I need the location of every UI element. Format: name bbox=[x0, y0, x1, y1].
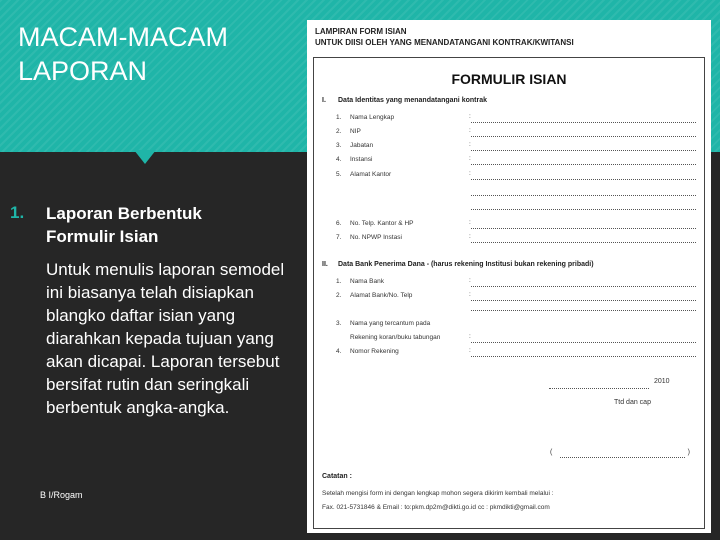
form-row-label: Nomor Rekening bbox=[350, 348, 399, 355]
form-row-colon: : bbox=[469, 277, 471, 284]
form-row-colon: : bbox=[469, 155, 471, 162]
form-header-line2: UNTUK DIISI OLEH YANG MENANDATANGANI KONTRAK/KWITANSI bbox=[315, 38, 574, 47]
form-image bbox=[307, 20, 711, 533]
form-title: FORMULIR ISIAN bbox=[451, 71, 567, 87]
form-date-year: 2010 bbox=[654, 378, 670, 385]
form-row-colon: : bbox=[469, 291, 471, 298]
form-row-label: No. Telp. Kantor & HP bbox=[350, 220, 414, 227]
form-notes-line1: Setelah mengisi form ini dengan lengkap mohon segera dikirim kembali melalui : bbox=[322, 490, 554, 497]
form-row-num: 6. bbox=[336, 220, 342, 227]
form-row-dots bbox=[471, 310, 696, 311]
form-section1-num: I. bbox=[322, 97, 326, 104]
form-frame bbox=[313, 57, 705, 529]
form-row-label: Instansi bbox=[350, 156, 373, 163]
form-row bbox=[336, 127, 696, 137]
form-row-num: 2. bbox=[336, 292, 342, 299]
form-row bbox=[336, 219, 696, 229]
slide-title-line1: MACAM-MACAM bbox=[18, 22, 228, 52]
form-row-num: 4. bbox=[336, 348, 342, 355]
form-section2-heading bbox=[322, 261, 594, 268]
form-row bbox=[336, 291, 696, 301]
form-row-dots bbox=[471, 170, 696, 180]
header-notch bbox=[134, 150, 156, 164]
form-row bbox=[336, 277, 696, 287]
form-signature-open: ( bbox=[550, 449, 553, 456]
form-row-label: No. NPWP Instasi bbox=[350, 234, 402, 241]
form-row-label: Nama Bank bbox=[350, 278, 384, 285]
form-section2-title: Data Bank Penerima Dana - (harus rekening Institusi bukan rekening pribadi) bbox=[338, 261, 594, 268]
form-row bbox=[336, 233, 696, 243]
form-row-label: Rekening koran/buku tabungan bbox=[350, 334, 441, 341]
form-row-dots bbox=[471, 347, 696, 357]
form-row bbox=[336, 319, 696, 329]
form-row-dots bbox=[471, 333, 696, 343]
form-row bbox=[336, 141, 696, 151]
form-header bbox=[315, 26, 574, 48]
form-row-dots bbox=[471, 219, 696, 229]
form-row-num: 4. bbox=[336, 156, 342, 163]
body-paragraph: Untuk menulis laporan semodel ini biasanya telah disiapkan blangko daftar isian yang diarahkan kepada tujuan yang akan dicapai. Laporan tersebut bersifat rutin dan seringkali berbentuk angka-angka. bbox=[46, 260, 285, 417]
form-row-num: 5. bbox=[336, 171, 342, 178]
form-row-dots bbox=[471, 141, 696, 151]
form-signature-line bbox=[550, 449, 690, 457]
form-header-line1: LAMPIRAN FORM ISIAN bbox=[315, 27, 407, 36]
form-row-num: 1. bbox=[336, 278, 342, 285]
form-row-colon: : bbox=[469, 170, 471, 177]
form-section2-num: II. bbox=[322, 261, 328, 268]
form-row-dots bbox=[471, 291, 696, 301]
slide-title-line2: LAPORAN bbox=[18, 56, 148, 86]
form-signature-label: Ttd dan cap bbox=[614, 399, 651, 406]
slide-title bbox=[18, 20, 288, 88]
form-row-colon: : bbox=[469, 141, 471, 148]
list-heading bbox=[46, 202, 296, 248]
form-row-num: 3. bbox=[336, 320, 342, 327]
form-row-num: 3. bbox=[336, 142, 342, 149]
form-row bbox=[336, 170, 696, 180]
form-section1-title: Data Identitas yang menandatangani kontrak bbox=[338, 97, 487, 104]
form-row-colon: : bbox=[469, 113, 471, 120]
list-heading-line1: Laporan Berbentuk bbox=[46, 204, 202, 223]
form-row-label: Nama yang tercantum pada bbox=[350, 320, 431, 327]
form-row-num: 2. bbox=[336, 128, 342, 135]
form-row bbox=[336, 347, 696, 357]
form-row-label: Jabatan bbox=[350, 142, 374, 149]
form-row-dots bbox=[471, 127, 696, 137]
form-row-label: Alamat Kantor bbox=[350, 171, 392, 178]
list-heading-line2: Formulir Isian bbox=[46, 227, 159, 246]
form-row-colon: : bbox=[469, 347, 471, 354]
form-row-num: 1. bbox=[336, 114, 342, 121]
form-row-colon: : bbox=[469, 127, 471, 134]
form-signature-close: ) bbox=[687, 449, 690, 456]
form-notes-title: Catatan : bbox=[322, 473, 352, 480]
form-row-colon: : bbox=[469, 333, 471, 340]
form-row-dots bbox=[471, 195, 696, 196]
form-row-label: Alamat Bank/No. Telp bbox=[350, 292, 413, 299]
form-row-dots bbox=[471, 209, 696, 210]
form-row-colon: : bbox=[469, 219, 471, 226]
form-section1-heading bbox=[322, 97, 487, 104]
form-row bbox=[336, 333, 696, 343]
footer-credit: B I/Rogam bbox=[40, 490, 83, 500]
form-date-dots bbox=[549, 380, 649, 389]
form-row bbox=[336, 155, 696, 165]
form-row-dots bbox=[471, 155, 696, 165]
form-row-label: NIP bbox=[350, 128, 361, 135]
form-row-label: Nama Lengkap bbox=[350, 114, 395, 121]
form-notes-line2: Fax. 021-5731846 & Email : to:pkm.dp2m@dikti.go.id cc : pkmdikti@gmail.com bbox=[322, 504, 550, 511]
form-row-colon: : bbox=[469, 233, 471, 240]
form-row-dots bbox=[471, 277, 696, 287]
form-row-num: 7. bbox=[336, 234, 342, 241]
form-row bbox=[336, 113, 696, 123]
form-signature-dots bbox=[560, 457, 685, 458]
form-row-dots bbox=[471, 233, 696, 243]
list-number: 1. bbox=[10, 203, 25, 222]
form-row-dots bbox=[471, 113, 696, 123]
